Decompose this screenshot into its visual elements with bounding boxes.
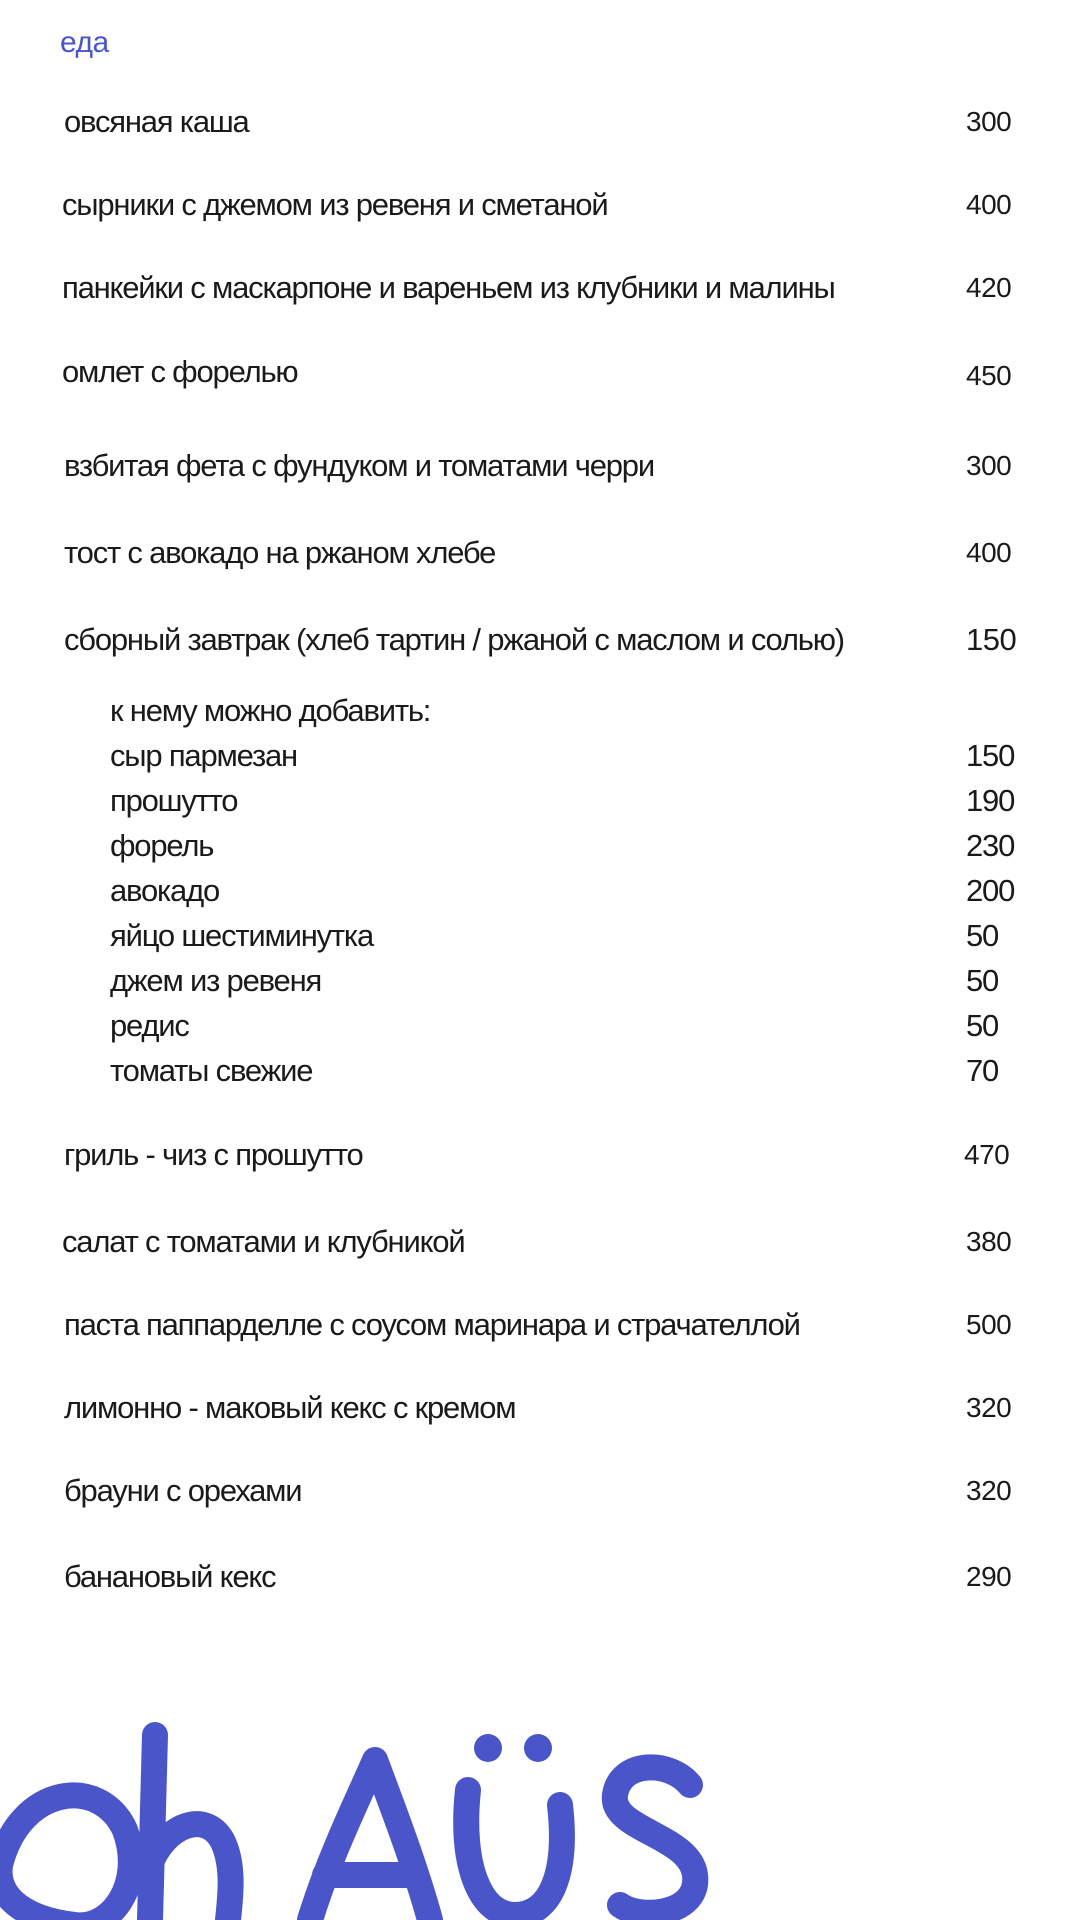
addon-item — [110, 868, 1030, 913]
addon-item — [110, 1048, 1030, 1093]
addon-item — [110, 913, 1030, 958]
addons-list — [110, 688, 1030, 1093]
logo-letter-o — [0, 1795, 131, 1920]
menu-item-price: 470 — [964, 1139, 1010, 1170]
menu-item-price: 320 — [966, 1392, 1012, 1423]
menu-item-price: 150 — [966, 622, 1017, 657]
addon-name: яйцо шестиминутка — [110, 918, 374, 953]
addon-item — [110, 733, 1030, 778]
menu-item-price: 420 — [966, 272, 1012, 303]
menu-item-price: 320 — [966, 1475, 1012, 1506]
menu-item-price: 400 — [966, 189, 1012, 220]
logo-letter-u — [466, 1790, 562, 1915]
logo-letter-s — [615, 1767, 696, 1912]
menu-item — [64, 1303, 1026, 1347]
addon-name: форель — [110, 828, 214, 863]
menu-item — [62, 350, 1024, 394]
menu-item-name: тост с авокадо на ржаном хлебе — [64, 535, 496, 570]
addon-price: 50 — [966, 963, 999, 998]
menu-item-price: 500 — [966, 1309, 1012, 1340]
ohaus-logo — [0, 1715, 730, 1920]
logo-letter-a — [310, 1760, 430, 1920]
addon-name: джем из ревеня — [110, 963, 322, 998]
addon-price: 230 — [966, 828, 1015, 863]
menu-item-name: паста паппарделле с соусом маринара и страчателлой — [64, 1307, 800, 1342]
addon-price: 190 — [966, 783, 1015, 818]
menu-item — [64, 618, 1026, 662]
menu-item-name: лимонно - маковый кекс с кремом — [64, 1390, 516, 1425]
menu-item — [62, 1220, 1024, 1264]
addon-item — [110, 1003, 1030, 1048]
logo-umlaut-dot-left — [474, 1734, 502, 1762]
addon-item — [110, 823, 1030, 868]
addon-name: прошутто — [110, 783, 238, 818]
addon-name: томаты свежие — [110, 1053, 313, 1088]
menu-item — [62, 183, 1024, 227]
menu-item — [62, 266, 1024, 310]
menu-item-name: банановый кекс — [64, 1559, 276, 1594]
addon-price: 50 — [966, 918, 999, 953]
addon-name: авокадо — [110, 873, 220, 908]
addon-item — [110, 958, 1030, 1003]
menu-item — [64, 1386, 1026, 1430]
menu-item-name: гриль - чиз с прошутто — [64, 1137, 363, 1172]
menu-item — [64, 100, 1026, 144]
addons-heading-row — [110, 688, 1030, 733]
menu-item-name: сырники с джемом из ревеня и сметаной — [62, 187, 608, 222]
menu-item-price: 300 — [966, 450, 1012, 481]
menu-item-name: сборный завтрак (хлеб тартин / ржаной с маслом и солью) — [64, 622, 844, 657]
addon-price: 50 — [966, 1008, 999, 1043]
menu-item-name: взбитая фета с фундуком и томатами черри — [64, 448, 654, 483]
addon-price: 200 — [966, 873, 1015, 908]
menu-item-name: омлет с форелью — [62, 354, 298, 389]
menu-item-price: 300 — [966, 106, 1012, 137]
menu-item-name: салат с томатами и клубникой — [62, 1224, 465, 1259]
menu-item-price: 450 — [966, 360, 1012, 391]
logo-umlaut-dot-right — [524, 1734, 552, 1762]
menu-item-price: 380 — [966, 1226, 1012, 1257]
addon-item — [110, 778, 1030, 823]
logo-letter-h — [150, 1735, 231, 1920]
addons-heading: к нему можно добавить: — [110, 693, 431, 728]
menu-item — [64, 1133, 1026, 1177]
addon-name: сыр пармезан — [110, 738, 297, 773]
menu-item-name: брауни с орехами — [64, 1473, 302, 1508]
addon-price: 70 — [966, 1053, 999, 1088]
addon-price: 150 — [966, 738, 1015, 773]
section-title: еда — [60, 26, 109, 59]
menu-item — [64, 444, 1026, 488]
menu-item — [64, 1555, 1026, 1599]
menu-item — [64, 1469, 1026, 1513]
menu-item-price: 290 — [966, 1561, 1012, 1592]
menu-item — [64, 531, 1026, 575]
addon-name: редис — [110, 1008, 189, 1043]
menu-item-name: панкейки с маскарпоне и вареньем из клубники и малины — [62, 270, 835, 305]
menu-item-price: 400 — [966, 537, 1012, 568]
menu-item-name: овсяная каша — [64, 104, 249, 139]
